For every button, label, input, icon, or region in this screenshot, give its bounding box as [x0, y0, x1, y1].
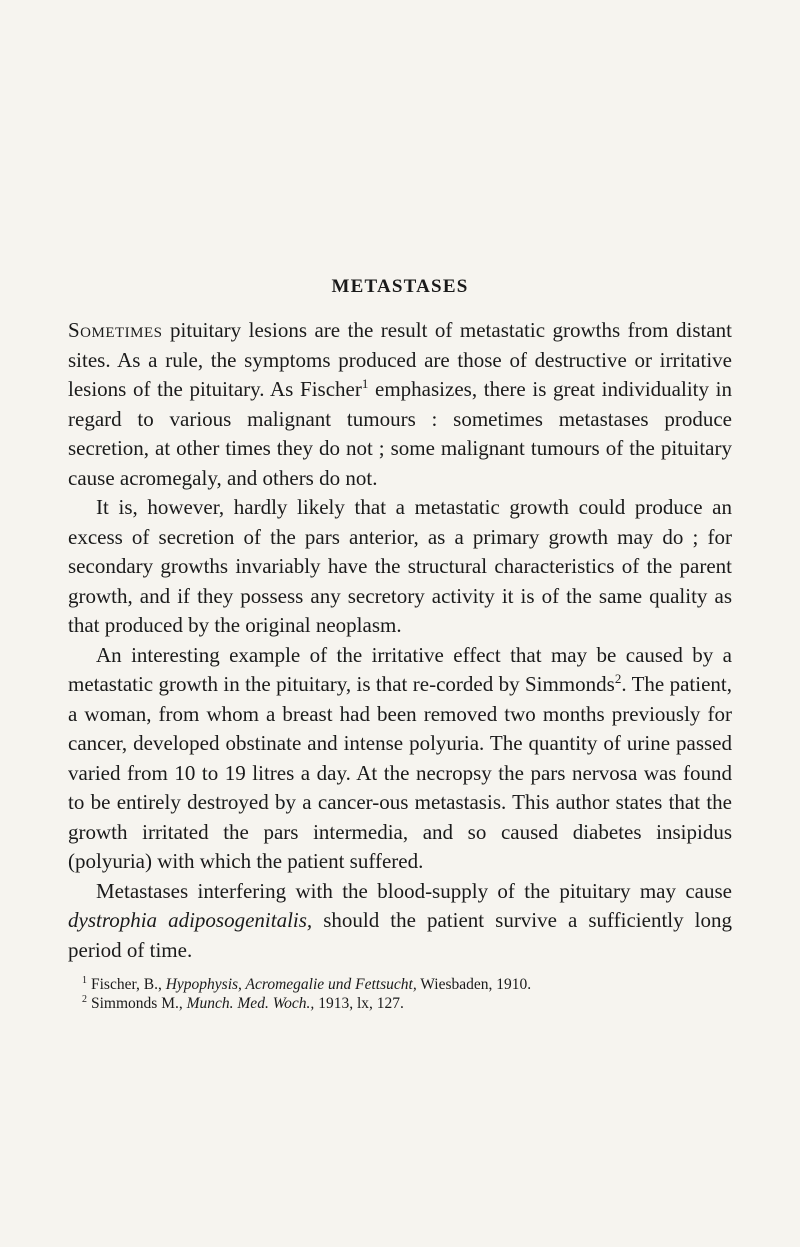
paragraph-1-text-a: pituitary lesions are the result of metastatic growths from distant sites. As a rule, the symptoms produced are those of destructive or irritative lesions of the pituitary. As Fischer	[68, 318, 732, 401]
paragraph-4-text-a: Metastases interfering with the blood-supply of the pituitary may cause	[96, 878, 732, 903]
footnote-author: Simmonds M.,	[91, 995, 187, 1012]
paragraph-4-text-b: should the patient survive a sufficiently long period of time.	[68, 908, 732, 962]
paragraph-3-text-b: . The patient, a woman, from whom a breast had been removed two months previously for cancer, developed obstinate and intense polyuria. The quantity of urine passed varied from 10 to 19 litres a day. At the necropsy the pars nervosa was found to be entirely destroyed by a cancer-ous metastasis. This author states that the growth irritated the pars intermedia, and so caused diabetes insipidus (polyuria) with which the patient suffered.	[68, 672, 732, 873]
footnote-number: 2	[82, 993, 87, 1005]
paragraph-3	[68, 641, 732, 877]
section-heading: METASTASES	[331, 276, 469, 297]
footnote-details: Wiesbaden, 1910.	[416, 976, 532, 993]
footnote-title: Hypophysis, Acromegalie und Fettsucht,	[165, 976, 417, 993]
footnote-ref-1[interactable]: 1	[361, 376, 369, 391]
footnote-title: Munch. Med. Woch.,	[186, 995, 315, 1012]
italic-term: dystrophia adiposogenitalis,	[68, 908, 313, 932]
footnote-1	[68, 975, 732, 994]
footnote-number: 1	[82, 974, 87, 986]
footnotes	[68, 975, 732, 1013]
lead-word: Sometimes	[68, 318, 163, 342]
footnote-ref-2[interactable]: 2	[614, 671, 622, 686]
paragraph-1	[68, 316, 732, 493]
footnote-details: 1913, lx, 127.	[314, 995, 404, 1012]
footnote-author: Fischer, B.,	[91, 976, 166, 993]
page-body	[68, 276, 732, 1013]
paragraph-2: It is, however, hardly likely that a metastatic growth could produce an excess of secretion of the pars anterior, as a primary growth may do ; for secondary growths invariably have the structural characteristics of the parent growth, and if they possess any secretory activity it is of the same quality as that produced by the original neoplasm.	[68, 495, 732, 637]
paragraph-1-text-b: emphasizes, there is great individuality in regard to various malignant tumours : sometimes metastases produce secretion, at other times they do not ; some malignant tumours of the pituitary cause acromegaly, and others do not.	[68, 377, 733, 490]
paragraph-3-text-a: An interesting example of the irritative effect that may be caused by a metastatic growth in the pituitary, is that re-corded by Simmonds	[68, 642, 732, 696]
footnote-2	[68, 994, 732, 1013]
paragraph-4	[68, 877, 732, 966]
